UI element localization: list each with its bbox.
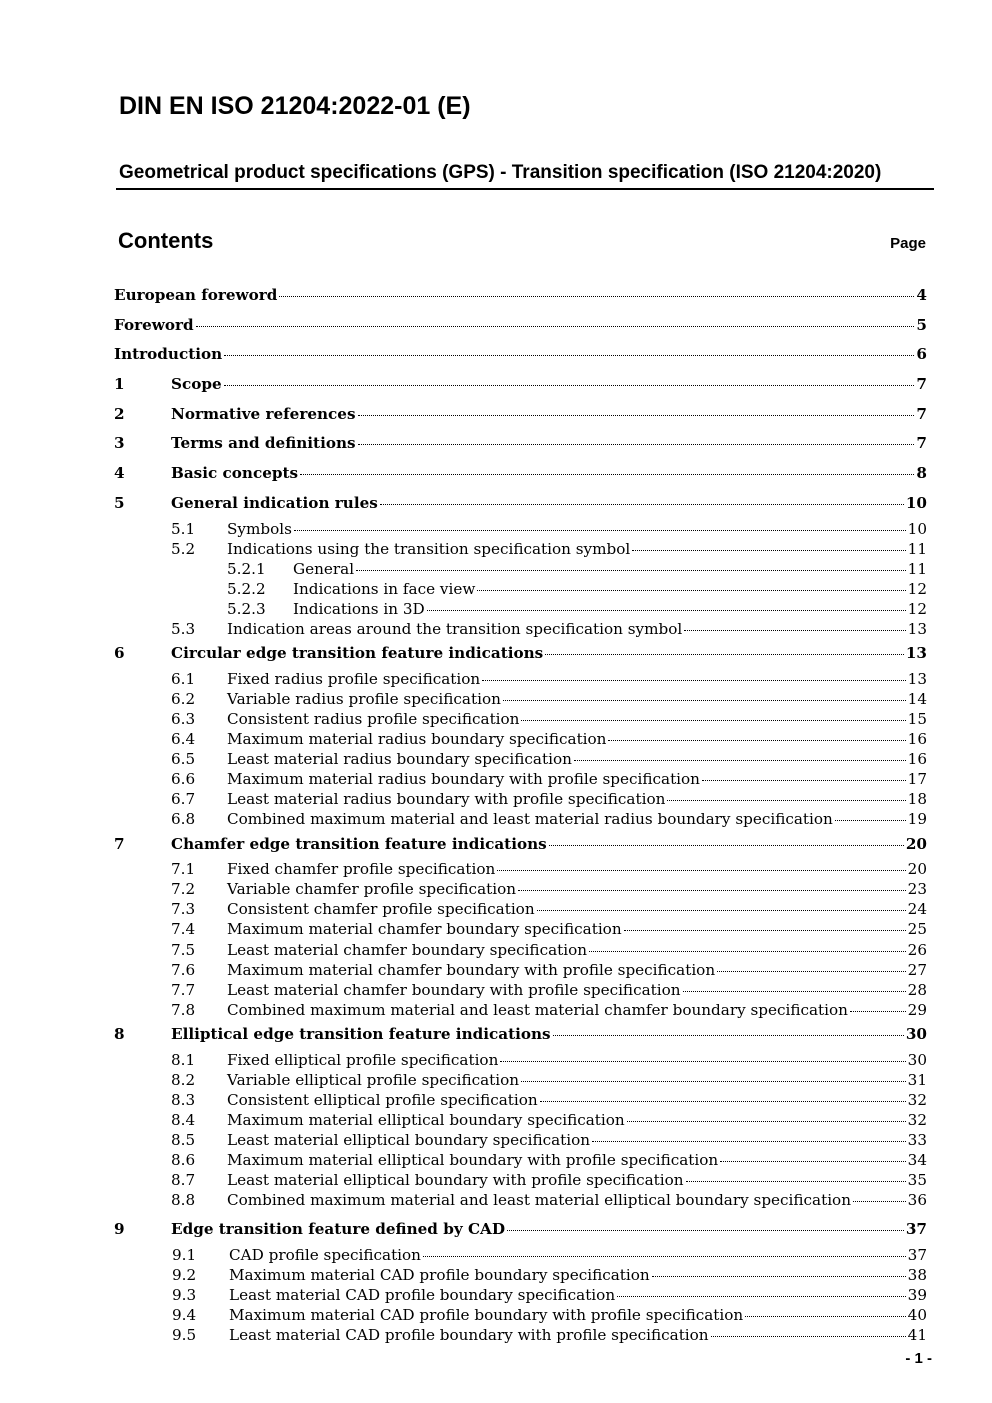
toc-subsection-number: 8.3 [171,1090,196,1109]
toc-subsubsection-page: 11 [907,559,927,578]
toc-subsection-page: 14 [907,689,927,708]
leader-dots [683,990,906,992]
toc-subsection-number: 6.8 [171,810,196,829]
page-column-label: Page [890,235,926,252]
toc-subsection[interactable] [114,709,927,729]
toc-subsection-number: 6.6 [171,770,196,789]
toc-subsubsection-page: 12 [907,579,927,598]
toc-subsection-number: 7.4 [171,920,196,939]
toc-subsection[interactable] [114,1245,927,1265]
leader-dots [835,819,906,821]
toc-subsection-label: Least material chamfer boundary specification [227,940,588,959]
toc-subsection-page: 28 [907,980,927,999]
toc-subsection-page: 11 [907,539,927,558]
leader-dots [652,1275,906,1277]
toc-subsection-page: 16 [907,750,927,769]
leader-dots [545,653,904,655]
toc-section-page: 13 [905,644,927,663]
toc-subsection-label: Maximum material elliptical boundary specification [227,1110,625,1129]
toc-subsection-page: 10 [907,519,927,538]
toc-section-page: 8 [916,464,927,483]
toc-section[interactable] [114,400,927,430]
leader-dots [540,1100,906,1102]
toc-subsection-label: Variable chamfer profile specification [227,880,517,899]
toc-subsection[interactable] [114,899,927,919]
toc-section-number: 1 [114,375,125,394]
toc-section[interactable] [114,830,927,860]
toc-entry-page: 5 [916,315,927,334]
toc-subsection[interactable] [114,729,927,749]
toc-subsubsection-page: 12 [907,599,927,618]
toc-subsection-label: Consistent elliptical profile specification [227,1090,538,1109]
toc-subsection[interactable] [114,1170,927,1190]
toc-section-label: Normative references [171,404,356,423]
toc-subsection-label: Indication areas around the transition specification symbol [227,619,683,638]
toc-section-page: 7 [916,434,927,453]
contents-heading: Contents [118,228,214,253]
toc-section[interactable] [114,370,927,400]
toc-subsection-label: Maximum material CAD profile boundary with profile specification [229,1306,744,1325]
toc-subsection[interactable] [114,1130,927,1150]
toc-section-page: 20 [905,834,927,853]
toc-subsection-page: 29 [907,1000,927,1019]
toc-subsection-number: 6.4 [171,730,196,749]
toc-subsection[interactable] [114,1190,927,1210]
leader-dots [853,1200,906,1202]
toc-subsection-label: Least material chamfer boundary with profile specification [227,980,681,999]
toc-subsection-number: 7.6 [171,960,196,979]
toc-subsubsection-label: Indications in 3D [293,599,425,618]
toc-subsection-label: Variable radius profile specification [227,689,501,708]
page-number: - 1 - [905,1350,932,1367]
toc-entry[interactable] [114,311,927,341]
toc-subsection-number: 6.3 [171,709,196,728]
leader-dots [608,739,905,741]
toc-subsection-number: 6.1 [171,669,196,688]
leader-dots [423,1255,906,1257]
leader-dots [720,1160,906,1162]
toc-subsection-label: Consistent chamfer profile specification [227,900,535,919]
toc-section-label: Elliptical edge transition feature indications [171,1024,551,1043]
toc-subsection-label: Fixed elliptical profile specification [227,1050,499,1069]
leader-dots [358,443,915,445]
toc-subsection[interactable] [114,1090,927,1110]
toc-subsection-number: 8.1 [171,1050,196,1069]
leader-dots [667,799,905,801]
leader-dots [711,1335,906,1337]
toc-subsection-page: 18 [907,790,927,809]
toc-subsection-page: 27 [907,960,927,979]
toc-subsection-number: 7.5 [171,940,196,959]
toc-subsection[interactable] [114,1070,927,1090]
leader-dots [632,549,905,551]
toc-subsection[interactable] [114,940,927,960]
toc-subsection[interactable] [114,689,927,709]
toc-subsection-number: 7.2 [171,880,196,899]
toc-subsection-page: 37 [907,1246,927,1265]
toc-subsection[interactable] [114,619,927,639]
toc-section-number: 7 [114,834,125,853]
toc-subsection-page: 38 [907,1266,927,1285]
toc-subsection[interactable] [114,769,927,789]
toc-section-page: 7 [916,375,927,394]
leader-dots [279,295,914,297]
toc-subsection[interactable] [114,809,927,829]
leader-dots [589,950,906,952]
toc-subsection-label: Least material CAD profile boundary with profile specification [229,1326,709,1345]
toc-subsection-label: Maximum material CAD profile boundary specification [229,1266,650,1285]
toc-subsection-number: 7.8 [171,1000,196,1019]
toc-section-number: 8 [114,1024,125,1043]
toc-entry-page: 4 [916,286,927,304]
toc-subsection[interactable] [114,980,927,1000]
toc-section-number: 2 [114,404,125,423]
toc-section-number: 3 [114,434,125,453]
leader-dots [549,844,904,846]
toc-subsection-page: 20 [907,860,927,879]
toc-section-label: Scope [171,375,222,394]
toc-subsection-label: Maximum material radius boundary with profile specification [227,770,700,789]
toc-subsection[interactable] [114,1050,927,1070]
leader-dots [850,1010,906,1012]
toc-subsection-page: 16 [907,730,927,749]
toc-section[interactable] [114,1020,927,1050]
toc-section-number: 5 [114,493,125,512]
toc-subsection-page: 33 [907,1131,927,1149]
toc-subsection-number: 5.2 [171,539,196,558]
toc-entry-label: Foreword [114,315,194,334]
toc-subsection[interactable] [114,669,927,689]
toc-subsection-number: 6.5 [171,750,196,769]
toc-subsection-number: 8.5 [171,1131,196,1149]
toc-subsection-label: Least material CAD profile boundary specification [229,1286,616,1305]
leader-dots [497,869,905,871]
toc-subsection-page: 39 [907,1286,927,1305]
toc-subsection[interactable] [114,539,927,559]
toc-entry-label: Introduction [114,345,223,364]
toc-subsection-number: 5.3 [171,619,196,638]
leader-dots [196,325,915,327]
toc-subsection-number: 9.4 [172,1306,197,1325]
toc-subsection[interactable] [114,1285,927,1305]
toc-subsection-page: 30 [907,1050,927,1069]
toc-subsection-number: 9.2 [172,1266,197,1285]
toc-subsection-number: 8.8 [171,1191,196,1210]
toc-subsubsection[interactable] [114,559,927,579]
leader-dots [717,970,906,972]
leader-dots [574,759,906,761]
toc-subsection[interactable] [114,1325,927,1345]
toc-subsection-page: 40 [907,1306,927,1325]
toc-subsection-number: 8.2 [171,1070,196,1089]
toc-subsubsection-number: 5.2.1 [227,559,266,578]
toc-subsection-number: 7.7 [171,980,196,999]
leader-dots [617,1295,906,1297]
toc-entry-page: 6 [916,345,927,364]
leader-dots [745,1315,905,1317]
toc-section-label: Edge transition feature defined by CAD [171,1220,505,1239]
toc-subsection[interactable] [114,1265,927,1285]
toc-subsection-page: 15 [907,709,927,728]
toc-subsection-label: Least material elliptical boundary specification [227,1131,591,1149]
leader-dots [224,354,914,356]
toc-subsection-label: Symbols [227,519,292,538]
toc-section-label: General indication rules [171,493,378,512]
toc-subsubsection[interactable] [114,579,927,599]
toc-subsection-label: Least material elliptical boundary with profile specification [227,1171,684,1190]
toc-subsection-number: 9.1 [172,1246,197,1265]
toc-subsection[interactable] [114,749,927,769]
document-id: DIN EN ISO 21204:2022-01 (E) [119,92,471,120]
toc-subsection-label: Variable elliptical profile specification [227,1070,520,1089]
leader-dots [553,1034,904,1036]
leader-dots [686,1180,906,1182]
toc-entry-label: European foreword [114,286,278,304]
toc-section-label: Basic concepts [171,464,299,483]
toc-subsection-number: 6.2 [171,689,196,708]
toc-subsection-number: 8.6 [171,1151,196,1170]
toc-subsection[interactable] [114,879,927,899]
toc-section[interactable] [114,459,927,489]
toc-subsection[interactable] [114,859,927,879]
toc-section-label: Circular edge transition feature indications [171,644,544,663]
toc-subsection-page: 13 [907,619,927,638]
toc-section-page: 10 [905,493,927,512]
toc-section[interactable] [114,489,927,519]
toc-subsection[interactable] [114,789,927,809]
toc-subsection-label: Indications using the transition specification symbol [227,539,631,558]
toc-subsection[interactable] [114,1000,927,1020]
toc-subsection-page: 34 [907,1151,927,1170]
toc-subsection-label: CAD profile specification [229,1246,421,1265]
leader-dots [482,679,906,681]
toc-subsection-page: 32 [907,1090,927,1109]
toc-subsection-label: Maximum material chamfer boundary specification [227,920,622,939]
leader-dots [702,779,906,781]
toc-subsection[interactable] [114,519,927,539]
toc-subsection[interactable] [114,1305,927,1325]
toc-section-page: 30 [905,1024,927,1043]
toc-subsubsection-label: General [293,559,355,578]
toc-section-number: 9 [114,1220,125,1239]
toc-subsection-page: 25 [907,920,927,939]
toc-subsection-number: 6.7 [171,790,196,809]
toc-subsection-label: Fixed radius profile specification [227,669,481,688]
leader-dots [380,503,904,505]
toc-subsection-page: 32 [907,1110,927,1129]
toc-subsection-number: 5.1 [171,519,196,538]
toc-subsection-label: Least material radius boundary specification [227,750,572,769]
toc-subsection[interactable] [114,1150,927,1170]
toc-entry[interactable] [114,340,927,370]
toc-subsection-label: Combined maximum material and least material elliptical boundary specification [227,1191,851,1210]
leader-dots [500,1060,905,1062]
leader-dots [627,1120,906,1122]
toc-subsection-number: 8.4 [171,1110,196,1129]
toc-subsubsection-number: 5.2.3 [227,599,266,618]
leader-dots [521,1080,906,1082]
toc-subsection-number: 9.3 [172,1286,197,1305]
toc-subsection-page: 24 [907,900,927,919]
document-title: Geometrical product specifications (GPS) - Transition specification (ISO 21204:2020) [116,162,934,190]
toc-section[interactable] [114,429,927,459]
table-of-contents [114,281,927,1346]
toc-section-label: Terms and definitions [171,434,356,453]
leader-dots [477,589,905,591]
toc-section-page: 7 [916,404,927,423]
toc-section-page: 37 [905,1220,927,1239]
leader-dots [684,629,905,631]
toc-section[interactable] [114,639,927,669]
leader-dots [224,384,915,386]
leader-dots [592,1140,906,1142]
toc-subsection-page: 31 [907,1070,927,1089]
leader-dots [624,929,906,931]
toc-subsection-label: Combined maximum material and least material chamfer boundary specification [227,1000,848,1019]
toc-section[interactable] [114,1215,927,1245]
toc-subsection-page: 23 [907,880,927,899]
toc-entry[interactable] [114,281,927,311]
toc-subsection[interactable] [114,1110,927,1130]
toc-section-label: Chamfer edge transition feature indications [171,834,547,853]
toc-subsection-number: 8.7 [171,1171,196,1190]
toc-subsection[interactable] [114,919,927,939]
toc-subsection-label: Maximum material radius boundary specification [227,730,607,749]
leader-dots [427,609,906,611]
toc-subsubsection[interactable] [114,599,927,619]
toc-subsubsection-number: 5.2.2 [227,579,266,598]
toc-subsection-label: Least material radius boundary with profile specification [227,790,666,809]
leader-dots [358,414,915,416]
leader-dots [521,719,905,721]
toc-subsection-page: 41 [907,1326,927,1345]
leader-dots [294,529,906,531]
leader-dots [300,473,914,475]
toc-subsubsection-label: Indications in face view [293,579,476,598]
toc-subsection-label: Maximum material chamfer boundary with profile specification [227,960,716,979]
leader-dots [356,569,906,571]
toc-section-number: 4 [114,464,125,483]
toc-subsection-label: Fixed chamfer profile specification [227,860,496,879]
toc-subsection-label: Consistent radius profile specification [227,709,520,728]
toc-subsection-page: 19 [907,810,927,829]
toc-subsection-label: Maximum material elliptical boundary with profile specification [227,1151,719,1170]
toc-subsection-page: 17 [907,770,927,789]
toc-subsection-number: 7.3 [171,900,196,919]
toc-subsection-number: 9.5 [172,1326,197,1345]
toc-subsection[interactable] [114,960,927,980]
leader-dots [503,699,906,701]
toc-subsection-page: 35 [907,1171,927,1190]
toc-subsection-page: 36 [907,1191,927,1210]
leader-dots [537,909,906,911]
leader-dots [518,889,906,891]
toc-subsection-page: 13 [907,669,927,688]
toc-section-number: 6 [114,644,125,663]
toc-subsection-number: 7.1 [171,860,196,879]
toc-subsection-label: Combined maximum material and least material radius boundary specification [227,810,833,829]
leader-dots [507,1229,904,1231]
toc-subsection-page: 26 [907,940,927,959]
